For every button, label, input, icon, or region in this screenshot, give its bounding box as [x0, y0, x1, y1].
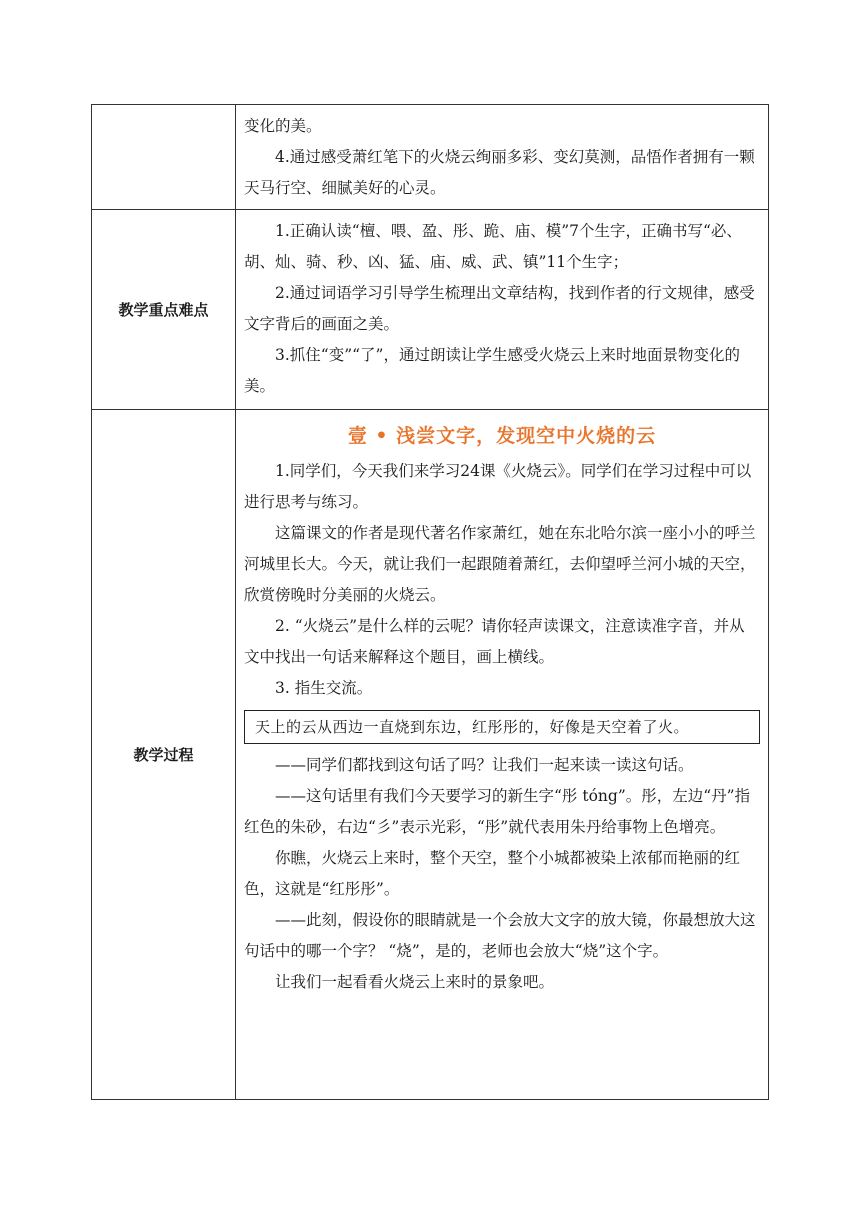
process-paragraph: 1.同学们，今天我们来学习24课《火烧云》。同学们在学习过程中可以进行思考与练习。 — [244, 462, 752, 511]
objectives-line: 4.通过感受萧红笔下的火烧云绚丽多彩、变幻莫测，品悟作者拥有一颗天马行空、细腻美好的心灵。 — [244, 148, 755, 197]
lesson-plan-table — [91, 104, 769, 1100]
objectives-line: 变化的美。 — [244, 117, 322, 135]
process-content — [236, 410, 769, 1100]
process-paragraph: 2. “火烧云”是什么样的云呢？请你轻声读课文，注意读准字音，并从文中找出一句话来解释这个题目，画上横线。 — [244, 617, 745, 666]
process-paragraph: 这篇课文的作者是现代著名作家萧红，她在东北哈尔滨一座小小的呼兰河城里长大。今天，就让我们一起跟随着萧红，去仰望呼兰河小城的天空，欣赏傍晚时分美丽的火烧云。 — [244, 524, 756, 604]
process-paragraph: ——这句话里有我们今天要学习的新生字“彤 tóng”。彤，左边“丹”指红色的朱砂，右边“彡”表示光彩，“彤”就代表用朱丹给事物上色增亮。 — [244, 787, 751, 836]
key-point-line: 1.正确认读“檀、喂、盈、彤、跪、庙、模”7个生字，正确书写“必、胡、灿、骑、秒、凶、猛、庙、威、武、镇”11个生字； — [244, 222, 742, 271]
key-point-line: 2.通过词语学习引导学生梳理出文章结构，找到作者的行文规律，感受文字背后的画面之美。 — [244, 284, 755, 333]
section-title: 壹 • 浅尝文字，发现空中火烧的云 — [347, 425, 657, 447]
key-points-label: 教学重点难点 — [92, 210, 236, 410]
process-paragraph: 你瞧，火烧云上来时，整个天空，整个小城都被染上浓郁而艳丽的红色，这就是“红彤彤”。 — [244, 849, 741, 898]
process-paragraph: 让我们一起看看火烧云上来时的景象吧。 — [275, 973, 555, 991]
objectives-row — [92, 105, 769, 210]
process-paragraph: ——此刻，假设你的眼睛就是一个会放大文字的放大镜，你最想放大这句话中的哪一个字？ “烧”，是的，老师也会放大“烧”这个字。 — [244, 911, 756, 960]
key-points-row — [92, 210, 769, 410]
objectives-label — [92, 105, 236, 210]
key-points-content — [236, 210, 769, 410]
process-paragraph: 3. 指生交流。 — [275, 679, 373, 697]
process-row — [92, 410, 769, 1100]
quote-box: 天上的云从西边一直烧到东边，红彤彤的，好像是天空着了火。 — [244, 710, 760, 744]
process-paragraph: ——同学们都找到这句话了吗？让我们一起来读一读这句话。 — [275, 756, 694, 774]
objectives-content — [236, 105, 769, 210]
process-label: 教学过程 — [92, 410, 236, 1100]
key-point-line: 3.抓住“变”“了”，通过朗读让学生感受火烧云上来时地面景物变化的美。 — [244, 346, 740, 395]
